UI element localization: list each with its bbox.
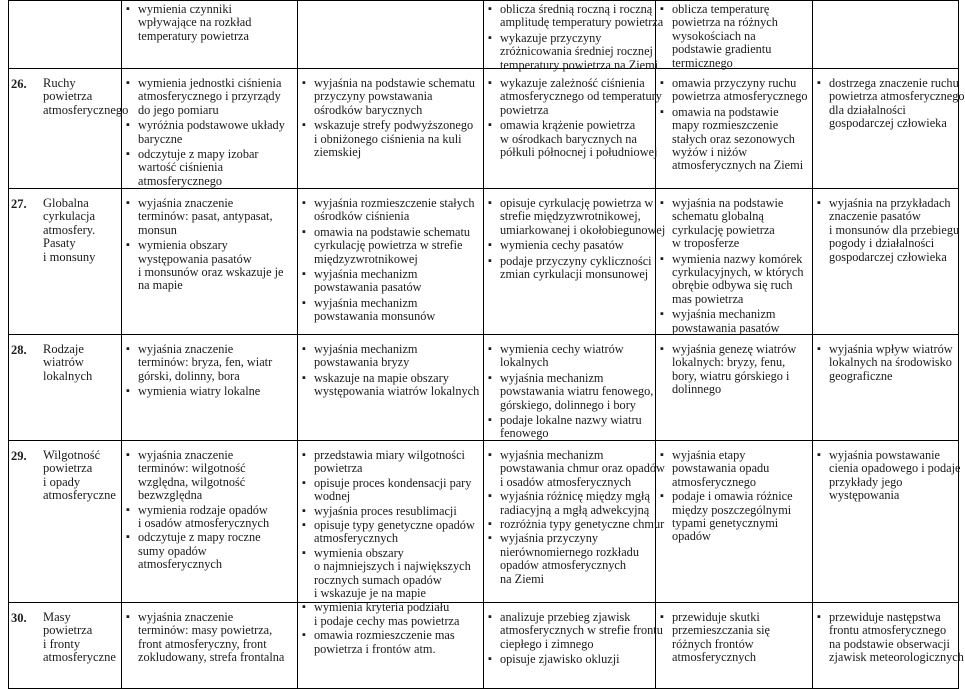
requirement-cell [298, 69, 484, 189]
requirement-line: ośrodków ciśnienia [314, 209, 410, 224]
requirement-item [124, 504, 295, 531]
requirement-bullet-line: ▪ wymienia obszary [124, 239, 295, 252]
requirement-line: wpływające na rozkład [138, 15, 252, 30]
requirement-line: atmosferycznych [138, 557, 222, 572]
requirement-line: baryczne [138, 131, 183, 146]
requirement-item [124, 385, 295, 398]
requirement-item [124, 197, 295, 237]
requirement-line: powstawania wiatru fenowego, [500, 384, 654, 399]
requirement-line: opadów atmosferycznych [500, 558, 626, 573]
requirement-bullet-line: ▪ wyjaśnia na podstawie schematu [300, 77, 481, 90]
requirement-bullet-line: ▪ wyjaśnia różnicę między mgłą [486, 490, 653, 503]
requirement-bullet-line: ▪ omawia krążenie powietrza [486, 119, 653, 132]
requirement-line: powstawania bryzy [314, 355, 410, 370]
requirement-line: stałych oraz sezonowych [672, 131, 795, 146]
requirement-line: ciepłego i zimnego [500, 636, 594, 651]
requirement-item [658, 449, 810, 489]
requirement-line: występowania [829, 488, 900, 503]
requirement-item [300, 297, 481, 324]
topic-line: i monsuny [43, 249, 96, 264]
topic-cell [9, 1, 122, 69]
topic-line: atmosfery. [43, 222, 96, 237]
requirement-line: mapy rozmieszczenie [672, 118, 779, 133]
requirement-cell [298, 335, 484, 441]
requirement-cell [813, 1, 959, 69]
requirement-line: atmosferycznego [138, 173, 222, 188]
requirement-line: typami genetycznymi [672, 516, 779, 531]
requirement-line: rocznych sumach opadów [314, 572, 442, 587]
requirement-line: różnych frontów [672, 636, 754, 651]
requirement-cell [484, 335, 656, 441]
requirement-bullet-line: ▪ oblicza średnią roczną i roczną [486, 3, 653, 16]
requirement-item [300, 77, 481, 117]
requirement-item [815, 76, 965, 131]
requirement-line: amplitudę temperatury powietrza [500, 15, 664, 30]
topic-line: atmosferycznego [43, 102, 129, 117]
requirement-line: ziemskiej [314, 145, 362, 160]
topic-cell [9, 69, 129, 189]
requirement-cell [813, 335, 959, 441]
requirement-item [486, 414, 653, 441]
requirement-item [486, 76, 662, 117]
requirement-line: obrębie odbywa się ruch [672, 278, 793, 293]
requirement-item [300, 601, 481, 628]
requirement-cell [122, 335, 298, 441]
requirement-bullet-line: ▪ wymienia nazwy komórek [658, 253, 810, 266]
requirement-line: i monsunów dla przebiegu [829, 222, 960, 237]
requirement-bullet-line: ▪ wskazuje na mapie obszary [300, 372, 481, 385]
topic-line: wiatrów [43, 355, 84, 370]
lesson-number: 28. [11, 343, 27, 357]
requirement-line: pogody i działalności [829, 236, 935, 251]
requirement-line: powietrza [314, 461, 363, 476]
requirement-bullet-line: ▪ rozróżnia typy genetyczne chmur [486, 518, 653, 531]
requirement-item [486, 343, 653, 370]
requirement-line: na mapie [138, 278, 183, 293]
requirement-line: geograficzne [829, 368, 893, 383]
requirement-line: i obniżonego ciśnienia na kuli [314, 131, 462, 146]
requirement-item [124, 239, 295, 293]
requirement-line: gospodarczej człowieka [829, 116, 947, 131]
requirement-line: i monsunów oraz wskazuje je [138, 265, 284, 280]
requirement-line: powstawania pasatów [314, 280, 422, 295]
requirement-bullet-line: ▪ przewiduje następstwa [815, 611, 956, 624]
lesson-topic [43, 343, 92, 383]
requirement-line: w troposferze [672, 236, 740, 251]
topic-line: powietrza [43, 89, 93, 104]
requirement-line: o najmniejszych i największych [314, 559, 471, 574]
requirement-bullet-line: ▪ wyjaśnia rozmieszczenie stałych [300, 197, 481, 210]
requirement-cell [122, 441, 298, 603]
topic-line: Masy powietrza [43, 610, 93, 638]
requirement-bullet-line: ▪ analizuje przebieg zjawisk [486, 611, 653, 624]
requirement-bullet-line: ▪ podaje lokalne nazwy wiatru [486, 414, 653, 427]
requirement-bullet-line: ▪ odczytuje z mapy roczne [124, 531, 295, 544]
requirement-line: i osadów atmosferycznych [500, 474, 632, 489]
table-row [9, 441, 959, 603]
requirement-cell [813, 69, 965, 189]
requirement-item [658, 490, 810, 544]
requirement-cell [122, 189, 298, 335]
requirement-line: powstawania pasatów [672, 320, 780, 335]
lesson-topic [43, 449, 116, 503]
requirement-item [124, 77, 295, 117]
topic-cell [9, 603, 122, 689]
requirement-line: zróżnicowania średniej rocznej [500, 44, 653, 59]
requirement-bullet-line: ▪ odczytuje z mapy izobar [124, 148, 295, 161]
requirement-bullet-line: ▪ wyjaśnia etapy [658, 449, 810, 462]
requirement-item [658, 308, 810, 335]
requirement-item [300, 343, 481, 370]
requirement-line: powstawania opadu [672, 461, 770, 476]
requirement-cell [656, 441, 813, 603]
lesson-number: 30. [11, 611, 27, 625]
curriculum-table [8, 0, 965, 689]
requirement-bullet-line: ▪ wykazuje przyczyny [486, 32, 653, 45]
requirement-bullet-line: ▪ wyjaśnia mechanizm [486, 449, 653, 462]
requirement-line: półkuli północnej i południowej [500, 145, 658, 160]
requirement-line: na Ziemi [500, 571, 545, 586]
requirement-bullet-line: ▪ wymienia czynniki [124, 3, 295, 16]
requirement-line: górskiego, dolinnego i bory [500, 397, 636, 412]
requirement-item [486, 118, 658, 160]
topic-line: i fronty [43, 636, 81, 651]
requirement-line: atmosferycznego [672, 474, 756, 489]
requirement-line: atmosferycznych [672, 650, 756, 665]
topic-line: Ruchy [43, 76, 76, 90]
requirement-item [815, 196, 960, 264]
curriculum-table-page [8, 0, 965, 667]
requirement-line: przykłady jego [829, 474, 903, 489]
requirement-bullet-line: ▪ wyjaśnia powstawanie [815, 449, 956, 462]
requirement-line: cienia opadowego i podaje [829, 461, 961, 476]
requirement-line: temperatury powietrza [138, 28, 249, 43]
requirement-bullet-line: ▪ wyróżnia podstawowe układy [124, 119, 295, 132]
requirement-bullet-line: ▪ omawia rozmieszczenie mas [300, 629, 481, 642]
requirement-line: cyrkulacyjnych, w których [672, 265, 804, 280]
requirement-line: atmosferycznego i przyrządy [138, 89, 281, 104]
requirement-cell [484, 1, 664, 72]
topic-line: cyrkulacja [43, 209, 96, 224]
requirement-item [815, 448, 961, 503]
table-row [9, 1, 959, 69]
requirement-line: front atmosferyczny, front [138, 636, 267, 651]
requirement-item [658, 106, 810, 173]
requirement-item [658, 253, 810, 307]
requirement-line: fenowego [500, 426, 549, 441]
requirement-bullet-line: ▪ wymienia obszary [300, 547, 481, 560]
requirement-line: lokalnych: bryzy, fenu, [672, 355, 786, 370]
requirement-line: atmosferycznych w strefie frontu [500, 623, 663, 638]
requirement-item [124, 531, 295, 571]
topic-cell [9, 441, 122, 603]
requirement-bullet-line: ▪ wyjaśnia mechanizm [658, 308, 810, 321]
requirement-line: przemieszczania się [672, 623, 770, 638]
requirement-bullet-line: ▪ wyjaśnia na podstawie [658, 197, 810, 210]
requirement-item [300, 226, 481, 266]
requirement-cell [813, 441, 959, 603]
requirement-cell [656, 69, 813, 189]
requirement-cell [484, 603, 663, 689]
requirement-bullet-line: ▪ wymienia rodzaje opadów [124, 504, 295, 517]
requirement-item [124, 611, 295, 665]
requirement-bullet-line: ▪ wyjaśnia znaczenie [124, 449, 295, 462]
requirement-bullet-line: ▪ wyjaśnia genezę wiatrów [658, 343, 810, 356]
requirement-item [658, 3, 810, 70]
topic-line: atmosferyczne [43, 650, 116, 665]
requirement-bullet-line: ▪ omawia przyczyny ruchu [658, 77, 810, 90]
requirement-line: radiacyjną a mgłą adwekcyjną [500, 502, 650, 517]
requirement-line: terminów: wilgotność [138, 461, 246, 476]
requirement-bullet-line: ▪ wyjaśnia mechanizm [486, 372, 653, 385]
requirement-line: wyżów i niżów [672, 145, 748, 160]
requirement-bullet-line: ▪ omawia na podstawie schematu [300, 226, 481, 239]
requirement-line: zjawisk meteorologicznych [829, 650, 964, 665]
requirement-bullet-line: ▪ wyjaśnia przyczyny [486, 532, 653, 545]
requirement-cell [298, 189, 484, 335]
requirement-item [486, 2, 664, 30]
requirement-item [486, 653, 653, 666]
requirement-bullet-line: ▪ wymienia kryteria podziału [300, 601, 481, 614]
requirement-item [486, 448, 665, 489]
requirement-bullet-line: ▪ wyjaśnia mechanizm [300, 268, 481, 281]
requirement-item [300, 505, 481, 518]
requirement-line: i osadów atmosferycznych [138, 516, 270, 531]
requirement-line: dla działalności [829, 102, 906, 117]
requirement-item [486, 196, 666, 237]
requirement-line: powietrza i frontów atm. [314, 641, 436, 656]
requirement-line: powietrza na różnych [672, 15, 778, 30]
requirement-bullet-line: ▪ podaje i omawia różnice [658, 490, 810, 503]
requirement-bullet-line: ▪ dostrzega znaczenie ruchu [815, 77, 956, 90]
requirement-item [658, 611, 810, 665]
lesson-topic [43, 611, 121, 665]
requirement-cell [122, 69, 298, 189]
requirement-item [300, 197, 481, 224]
requirement-line: w ośrodkach barycznych na [500, 131, 637, 146]
requirement-item [300, 449, 481, 476]
requirement-line: przyczyny powstawania [314, 89, 433, 104]
table-row [9, 69, 959, 189]
requirement-line: i wskazuje je na mapie [314, 586, 426, 601]
requirement-line: umiarkowanej i okołobiegunowej [500, 222, 666, 237]
requirement-line: gospodarczej człowieka [829, 249, 947, 264]
requirement-line: termicznego [672, 55, 733, 70]
requirement-line: górski, dolinny, bora [138, 368, 240, 383]
requirement-line: ośrodków barycznych [314, 102, 423, 117]
requirement-line: powstawania chmur oraz opadów [500, 461, 665, 476]
requirement-cell [656, 603, 813, 689]
requirement-cell [122, 603, 298, 689]
requirement-item [124, 3, 295, 43]
requirement-item [486, 610, 663, 651]
requirement-cell [813, 189, 959, 335]
requirement-cell [656, 1, 813, 69]
requirement-item [658, 77, 810, 104]
requirement-cell [813, 603, 964, 689]
requirement-item [486, 239, 653, 252]
requirement-line: temperatury powietrza na Ziemi [500, 57, 659, 72]
lesson-topic [43, 77, 128, 117]
topic-line: Rodzaje [43, 342, 84, 356]
topic-cell [9, 335, 122, 441]
requirement-line: terminów: masy powietrza, [138, 623, 273, 638]
requirement-line: międzyzwrotnikowej [314, 251, 418, 266]
requirement-cell [298, 1, 484, 69]
requirement-line: atmosferycznych [314, 531, 398, 546]
requirement-bullet-line: ▪ przedstawia miary wilgotności [300, 449, 481, 462]
lesson-number: 29. [11, 449, 27, 463]
requirement-bullet-line: ▪ wyjaśnia wpływ wiatrów [815, 343, 956, 356]
requirement-line: schematu globalną [672, 209, 764, 224]
requirement-bullet-line: ▪ podaje przyczyny cykliczności [486, 255, 653, 268]
requirement-item [486, 30, 659, 72]
requirement-item [486, 372, 653, 412]
topic-line: i opady [43, 474, 81, 489]
requirement-bullet-line: ▪ wymienia cechy pasatów [486, 239, 653, 252]
requirement-item [815, 610, 964, 665]
requirement-item [300, 547, 481, 601]
requirement-item [124, 148, 295, 188]
requirement-line: zokludowany, strefa frontalna [138, 650, 285, 665]
requirement-item [124, 343, 295, 383]
requirement-cell [656, 335, 813, 441]
requirement-bullet-line: ▪ przewiduje skutki [658, 611, 810, 624]
requirement-bullet-line: ▪ opisuje proces kondensacji pary [300, 477, 481, 490]
requirement-item [300, 477, 481, 504]
requirement-bullet-line: ▪ opisuje typy genetyczne opadów [300, 519, 481, 532]
requirement-bullet-line: ▪ wyjaśnia mechanizm [300, 297, 481, 310]
lesson-number: 26. [11, 77, 27, 91]
requirement-line: występowania pasatów [138, 251, 252, 266]
requirement-line: i podaje cechy mas powietrza [314, 613, 460, 628]
requirement-line: sumy opadów [138, 543, 207, 558]
requirement-bullet-line: ▪ wyjaśnia na przykładach [815, 197, 956, 210]
requirement-item [124, 449, 295, 503]
requirement-bullet-line: ▪ omawia na podstawie [658, 106, 810, 119]
requirement-cell [484, 69, 662, 189]
requirement-bullet-line: ▪ wyjaśnia znaczenie [124, 197, 295, 210]
requirement-line: wysokościach na [672, 28, 756, 43]
requirement-line: występowania wiatrów lokalnych [314, 384, 480, 399]
requirement-line: cyrkulację powietrza w strefie [314, 238, 463, 253]
requirement-line: powietrza atmosferycznego [672, 89, 808, 104]
requirement-line: frontu atmosferycznego [829, 623, 947, 638]
requirement-item [486, 532, 653, 586]
requirement-line: lokalnych [500, 355, 549, 370]
requirement-item [486, 255, 653, 282]
requirement-cell [122, 1, 298, 69]
requirement-item [486, 517, 665, 532]
requirement-line: terminów: bryza, fen, wiatr [138, 355, 273, 370]
requirement-item [300, 268, 481, 295]
topic-line: Wilgotność [43, 448, 101, 462]
requirement-item [300, 372, 481, 399]
requirement-bullet-line: ▪ wymienia wiatry lokalne [124, 385, 295, 398]
requirement-item [658, 197, 810, 251]
requirement-line: monsun [138, 222, 177, 237]
requirement-line: cyrkulację powietrza [672, 222, 775, 237]
requirement-item [658, 343, 810, 397]
lesson-topic [43, 197, 95, 264]
requirement-bullet-line: ▪ opisuje zjawisko okluzji [486, 653, 653, 666]
topic-line: Globalna [43, 196, 89, 210]
topic-line: Pasaty [43, 236, 76, 251]
requirement-bullet-line: ▪ wskazuje strefy podwyższonego [300, 119, 481, 132]
requirement-line: atmosferycznego od temperatury [500, 89, 662, 104]
requirement-line: znaczenie pasatów [829, 209, 921, 224]
topic-line: lokalnych [43, 368, 93, 383]
topic-line: atmosferyczne [43, 488, 116, 503]
requirement-bullet-line: ▪ opisuje cyrkulację powietrza w [486, 197, 653, 210]
requirement-line: do jego pomiaru [138, 102, 219, 117]
requirement-line: bory, wiatru górskiego i [672, 368, 790, 383]
requirement-item [486, 490, 653, 517]
requirement-bullet-line: ▪ wyjaśnia znaczenie [124, 611, 295, 624]
requirement-line: na podstawie obserwacji [829, 636, 950, 651]
requirement-line: wartość ciśnienia [138, 160, 224, 175]
requirement-line: strefie międzyzwrotnikowej, [500, 209, 641, 224]
requirement-line: podstawie gradientu [672, 42, 772, 57]
requirement-line: powstawania monsunów [314, 309, 436, 324]
requirement-cell [484, 189, 666, 335]
requirement-item [815, 343, 956, 383]
lesson-number: 27. [11, 197, 27, 211]
requirement-cell [298, 441, 484, 656]
requirement-cell [656, 189, 813, 335]
requirement-item [300, 519, 481, 546]
requirement-item [300, 119, 481, 159]
requirement-bullet-line: ▪ wyjaśnia proces resublimacji [300, 505, 481, 518]
requirement-line: bezwzględna [138, 488, 203, 503]
requirement-line: terminów: pasat, antypasat, [138, 209, 273, 224]
requirement-bullet-line: ▪ wyjaśnia mechanizm [300, 343, 481, 356]
table-row [9, 189, 959, 335]
requirement-bullet-line: ▪ wymienia cechy wiatrów [486, 343, 653, 356]
requirement-item [124, 119, 295, 146]
requirement-line: powietrza atmosferycznego [829, 89, 965, 104]
requirement-item [300, 629, 481, 656]
requirement-line: powietrza [500, 102, 549, 117]
requirement-line: dolinnego [672, 382, 722, 397]
requirement-line: między poszczególnymi [672, 502, 792, 517]
requirement-line: względna, wilgotność [138, 474, 246, 489]
requirement-line: opadów [672, 529, 711, 544]
requirement-bullet-line: ▪ oblicza temperaturę [658, 3, 810, 16]
topic-cell [9, 189, 122, 335]
requirement-cell [484, 441, 665, 603]
requirement-line: nierównomiernego rozkładu [500, 544, 639, 559]
requirement-bullet-line: ▪ wymienia jednostki ciśnienia [124, 77, 295, 90]
requirement-bullet-line: ▪ wykazuje zależność ciśnienia [486, 77, 653, 90]
requirement-bullet-line: ▪ wyjaśnia znaczenie [124, 343, 295, 356]
requirement-line: wodnej [314, 489, 351, 504]
requirement-line: lokalnych na środowisko [829, 355, 952, 370]
topic-line: powietrza [43, 461, 93, 476]
requirement-line: mas powietrza [672, 291, 744, 306]
requirement-line: zmian cyrkulacji monsunowej [500, 267, 649, 282]
requirement-line: atmosferycznych na Ziemi [672, 158, 804, 173]
table-row [9, 603, 959, 689]
table-row [9, 335, 959, 441]
